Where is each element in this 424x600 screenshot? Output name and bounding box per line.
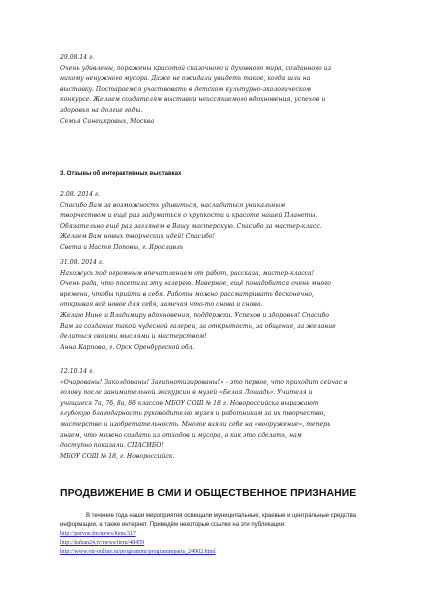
entry-text-line: творчеством и ещё раз задуматься о хрупкости и красоте нашей Планеты. [60, 212, 318, 220]
section-title-3: 3. Отзывы об интерактивных выставках [60, 171, 182, 177]
entry-date: 31.08. 2014 г. [60, 259, 104, 266]
entry-text-line: Очень рада, что посетила эту галерею. Наверное, ещё понадобится очень много [60, 280, 331, 288]
review-entry-1 [60, 53, 380, 127]
entry-text-line: Спасибо Вам за возможность удивиться, насладиться уникальным [60, 201, 286, 209]
section-heading: ПРОДВИЖЕНИЕ В СМИ И ОБЩЕСТВЕННОЕ ПРИЗНАНИЕ [60, 488, 357, 499]
intro-paragraph [60, 512, 380, 530]
entry-text-line: учащиеся 7а, 7б, 8а, 8б классов МБОУ СОШ № 18 г. Новороссийска выражают [60, 399, 319, 407]
publication-link[interactable]: http://pervoe.fm/news/item/317 [60, 531, 136, 537]
publication-link[interactable]: http://kuban24.tv/news/item/48459 [60, 540, 145, 546]
entry-text-line: Вам за создание такой чудесной галереи, за открытость, за общение, за желание [60, 322, 336, 330]
entry-date: 2.08. 2014 г. [60, 191, 100, 198]
paragraph-line: информации, а также интернет. Приведём некоторые ссылки на эти публикации: [60, 522, 286, 528]
entry-text-line: никому ненужного мусора. Даже не ожидали увидеть такое, когда шли на [60, 75, 311, 83]
entry-signature: Семья Синецкровых, Москва [60, 117, 155, 125]
entry-text-line: конкурсе. Желаем создателям выставки неиссякаемого вдохновения, успехов и [60, 96, 326, 104]
publication-links [60, 530, 216, 557]
paragraph-line: В течение года наши мероприятия освещали муниципальные, краевые и центральные средства [86, 513, 357, 519]
entry-text-line: знаем, что можно создать из отходов и мусора, а как это сделать, нам [60, 431, 302, 439]
entry-text-line: Желаем Вам новых творческих идей! Спасибо! [60, 233, 215, 241]
publication-link[interactable]: http://www.otr-online.ru/programmi/programmparts_24902.html [60, 549, 216, 555]
entry-text-line: выставку. Постараемся участвовать в детском культурно-экологическом [60, 85, 312, 93]
entry-text-line: Желаю Нине и Владимиру вдохновения, поддержки. Успехов и здоровья! Спасибо [60, 311, 329, 319]
entry-text-line: мастерство и изобретательность. Многое взяли себе на «вооружение», теперь [60, 420, 331, 428]
review-entry-2 [60, 190, 380, 254]
entry-text-line: Обязательно ещё раз заглянем в Вашу мастерскую. Спасибо за мастер-класс. [60, 222, 322, 230]
entry-signature: МБОУ СОШ № 18, г. Новороссийск. [60, 452, 175, 460]
review-entry-4 [60, 367, 380, 462]
review-entry-3 [60, 258, 380, 353]
entry-text-line: доступно показали. СПАСИБО! [60, 442, 164, 450]
entry-text-line: «Очарованы! Заколдованы! Загипнотизированы!» - это первое, что приходит сейчас в [60, 378, 348, 386]
entry-text-line: времени, чтобы прийти в себя. Работы можно рассматривать бесконечно, [60, 290, 314, 298]
entry-text-line: открывая всё новое для себя, замечая что-то снова и снова. [60, 301, 263, 309]
entry-text-line: Нахожусь под огромным впечатлением от работ, рассказа, мастер-класса! [60, 269, 315, 277]
entry-text-line: глубокую благодарность руководителю музея и работникам за их творчество, [60, 410, 326, 418]
entry-text-line: Очень удивлены, поражены красотой сказочного и духовного мира, созданного из [60, 64, 332, 72]
entry-date: 29.08.14 г. [60, 54, 95, 61]
entry-signature: Света и Настя Поповы, г. Ярославль [60, 243, 184, 251]
entry-text-line: здоровья на долгие годы. [60, 106, 143, 114]
entry-date: 12.10.14 г. [60, 368, 95, 375]
entry-text-line: голову после занимательной экскурсии в музей «Белая Лошадь». Учителя и [60, 389, 313, 397]
entry-signature: Анна Карпова, г. Орск Оренбургской обл. [60, 343, 195, 351]
entry-text-line: делиться своими мыслями и мастерством! [60, 333, 207, 341]
